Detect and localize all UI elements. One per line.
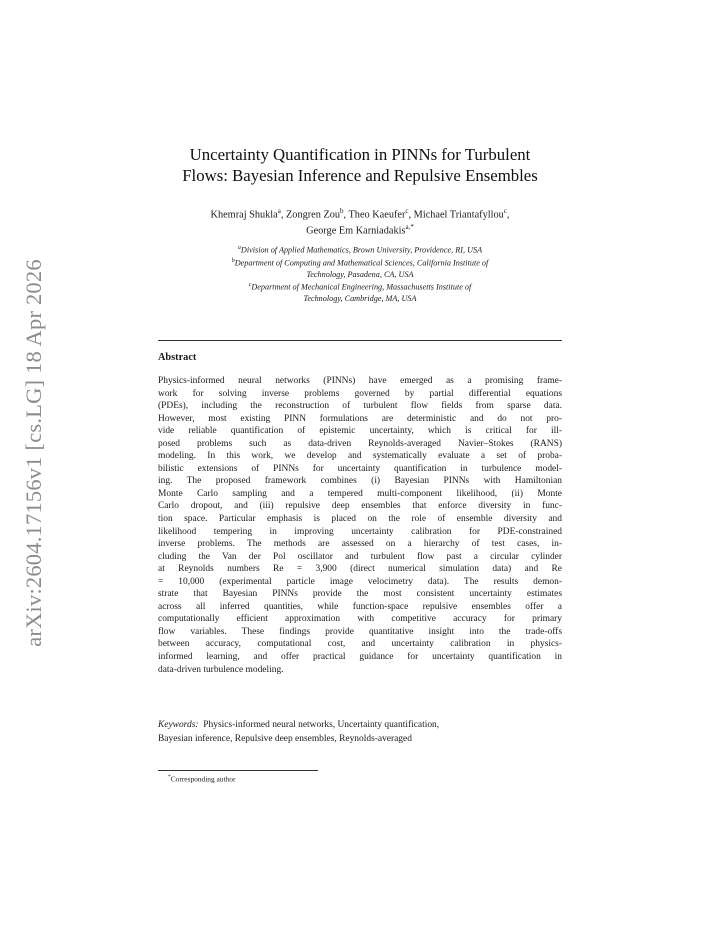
author-name: Theo Kaeufer	[348, 209, 406, 221]
affiliation-c-cont: Technology, Cambridge, MA, USA	[303, 293, 417, 303]
abstract-line: work for solving inverse problems governed by partial differential equations	[158, 388, 562, 399]
paper-title	[130, 144, 590, 186]
author-affil-mark: b	[340, 207, 344, 215]
footnote-rule	[158, 770, 318, 771]
abstract-line: modeling. In this work, we develop and systematically evaluate a set of proba-	[158, 451, 562, 462]
abstract-line: informed learning, and offer practical guidance for uncertainty quantification in	[158, 652, 562, 663]
abstract-line: flow variables. These findings provide quantitative insight into the trade-offs	[158, 626, 562, 637]
abstract-line: Carlo dropout, and (iii) repulsive deep ensembles that enforce diversity in func-	[158, 501, 562, 512]
author-name: George Em Karniadakis	[306, 225, 406, 237]
title-line-2: Flows: Bayesian Inference and Repulsive Ensembles	[182, 166, 538, 185]
abstract-line: posed problems such as data-driven Reynolds-averaged Navier–Stokes (RANS)	[158, 438, 562, 449]
author-affil-mark: a	[277, 207, 281, 215]
keywords-line-2: Bayesian inference, Repulsive deep ensembles, Reynolds-averaged	[158, 733, 412, 744]
abstract-line: data-driven turbulence modeling.	[158, 664, 284, 675]
abstract-line: = 10,000 (experimental particle image velocimetry data). The results demon-	[158, 576, 562, 587]
arxiv-identifier-stamp	[20, 258, 48, 648]
abstract-line: (PDEs), including the reconstruction of turbulent flow fields from sparse data.	[158, 401, 562, 412]
abstract-line: cluding the Van der Pol oscillator and turbulent flow past a circular cylinder	[158, 551, 562, 562]
abstract-line: bilistic extensions of PINNs for uncertainty quantification in turbulence model-	[158, 463, 562, 474]
abstract-line: inverse problems. The methods are assessed on a hierarchy of test cases, in-	[158, 539, 562, 550]
author-affil-mark: c	[405, 207, 409, 215]
footnote-text: Corresponding author	[170, 774, 236, 784]
affiliation-b-cont: Technology, Pasadena, CA, USA	[306, 269, 414, 279]
keywords	[158, 719, 562, 746]
author-name: Zongren Zou	[286, 209, 341, 221]
arxiv-id-text: arXiv:2604.17156v1 [cs.LG] 18 Apr 2026	[21, 259, 46, 647]
title-line-1: Uncertainty Quantification in PINNs for Turbulent	[189, 145, 531, 164]
author-affil-mark: a,*	[405, 223, 414, 232]
author-line-1: Khemraj Shukla$^a$, Zongren Zou$^b$, Theo Kaeufer$^c$, Michael Triantafyllou$^c$,	[210, 207, 510, 221]
author-name: Michael Triantafyllou	[413, 209, 504, 221]
author-list	[130, 205, 590, 238]
abstract-line: computationally efficient approximation with competitive accuracy for primary	[158, 614, 562, 625]
affiliation-b: $^b$Department of Computing and Mathematical Sciences, California Institute of	[231, 258, 489, 269]
footnote: *Corresponding author	[168, 774, 236, 784]
abstract-line: between accuracy, computational cost, and uncertainty calibration in physics-	[158, 639, 562, 650]
abstract-body	[158, 375, 562, 676]
keywords-label: Keywords:	[158, 720, 199, 730]
author-line-2	[130, 221, 590, 237]
abstract-line: However, most existing PINN formulations are deterministic and do not pro-	[158, 413, 562, 424]
abstract-line: at Reynolds numbers Re = 3,900 (direct numerical simulation data) and Re	[158, 564, 562, 575]
affiliations	[150, 243, 570, 304]
affiliation-a: $^a$Division of Applied Mathematics, Brown University, Providence, RI, USA	[237, 245, 483, 255]
abstract-line: ing. The proposed framework combines (i) Bayesian PINNs with Hamiltonian	[158, 476, 562, 487]
author-name: Khemraj Shukla	[210, 209, 278, 221]
abstract-line: Physics-informed neural networks (PINNs) have emerged as a promising frame-	[158, 376, 562, 386]
abstract-line: across all inferred quantities, while function-space repulsive ensembles offer a	[158, 601, 562, 612]
abstract-top-rule	[158, 340, 562, 341]
abstract-line: vide reliable quantification of epistemic uncertainty, which is critical for ill-	[158, 426, 562, 437]
abstract-line: tion space. Particular emphasis is placed on the role of ensemble diversity and	[158, 514, 562, 525]
abstract-line: Monte Carlo sampling and a tempered multi-component likelihood, (ii) Monte	[158, 488, 562, 499]
author-affil-mark: c	[503, 207, 507, 215]
affiliation-c: $^c$Department of Mechanical Engineering, Massachusetts Institute of	[248, 282, 472, 292]
abstract-line: likelihood tempering in improving uncertainty calibration for PDE-constrained	[158, 526, 562, 537]
abstract-line: strate that Bayesian PINNs provide the most consistent uncertainty estimates	[158, 589, 562, 600]
keywords-line-1: Keywords: Physics-informed neural networks, Uncertainty quantification,	[158, 720, 440, 730]
abstract-heading: Abstract	[158, 352, 197, 363]
